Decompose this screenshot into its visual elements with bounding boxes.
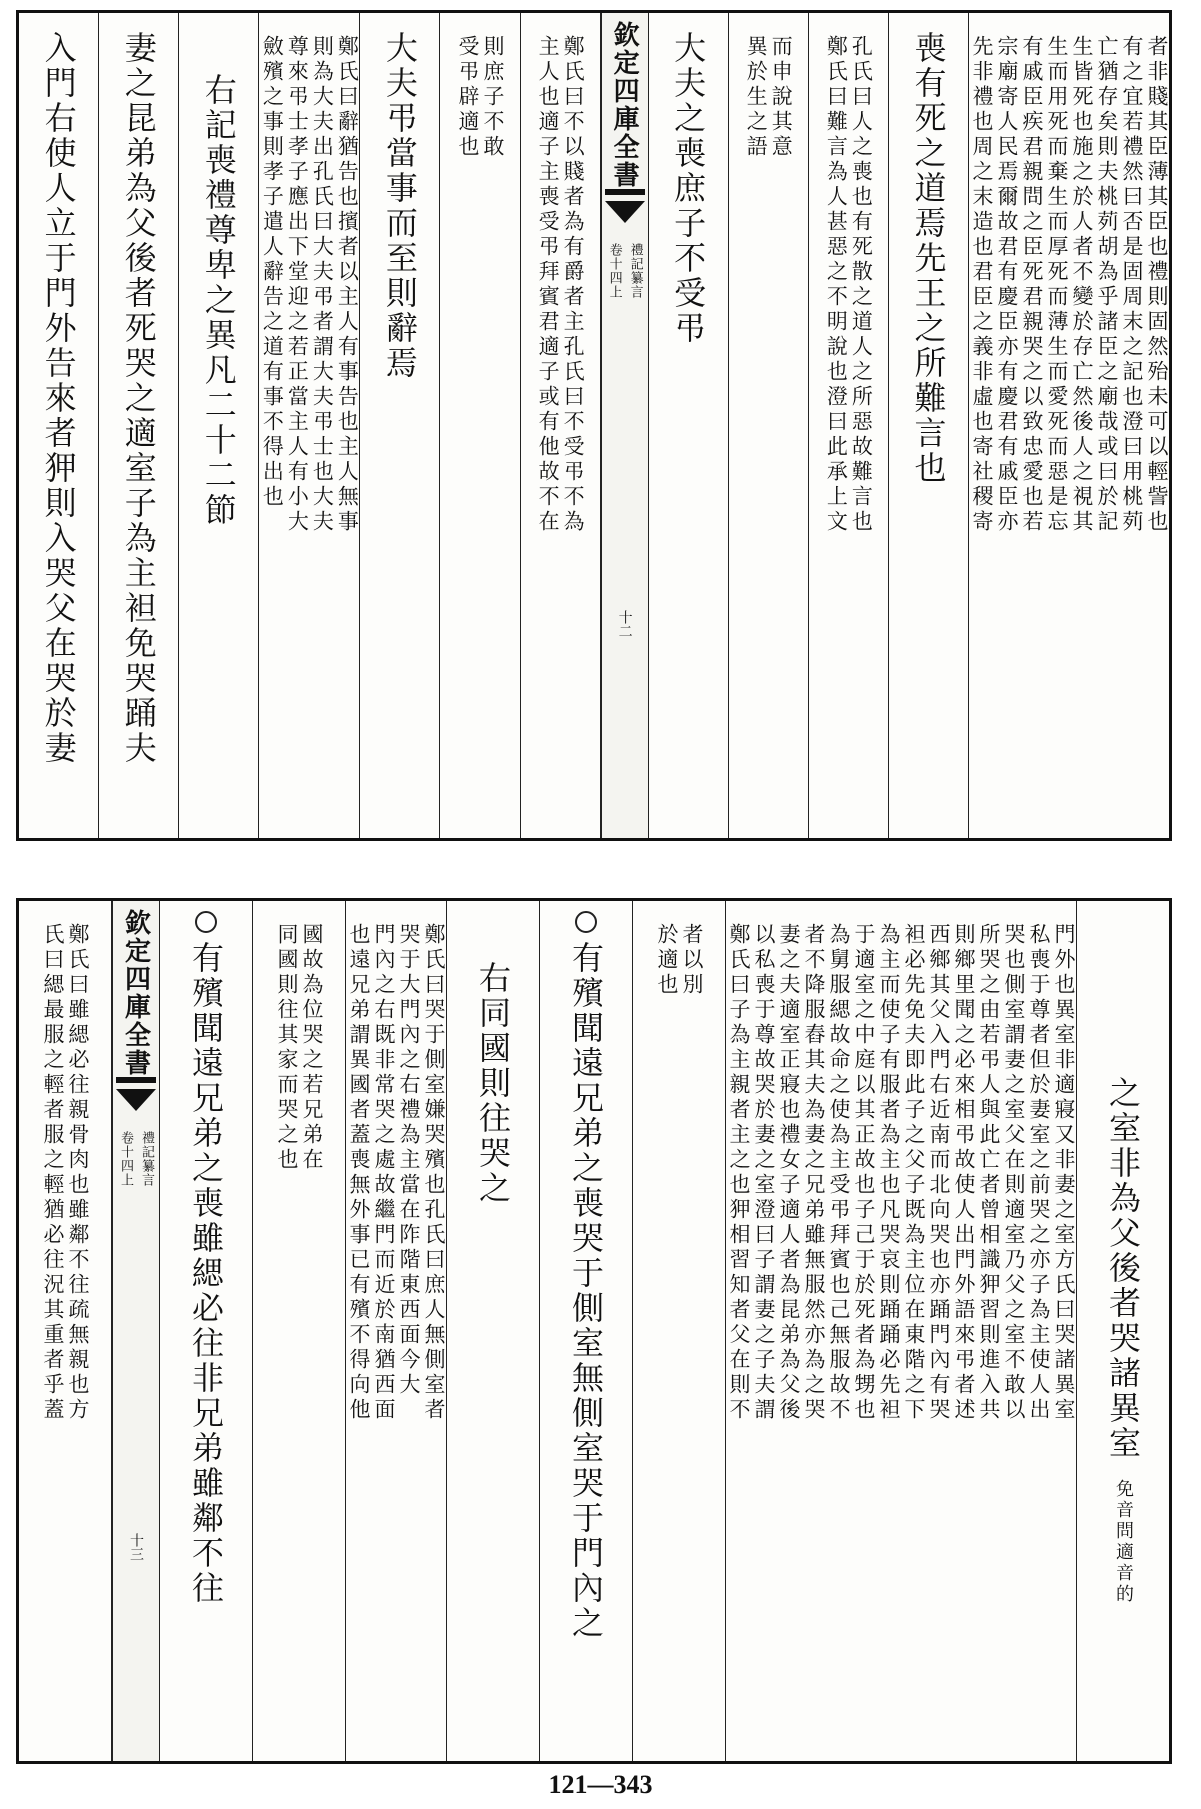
main-text: 有殯聞遠兄弟之喪哭于側室無側室哭于門內之 xyxy=(567,941,605,1641)
section-meta xyxy=(605,243,645,299)
main-text: 入門右使人立于門外告來者狎則入哭父在哭於妻 xyxy=(39,31,78,766)
commentary-line: 鄭氏曰難言為人甚惡之不明說也澄曰此承上文 xyxy=(824,35,849,535)
folio-number: 十三 xyxy=(128,1533,144,1561)
main-text-column xyxy=(160,901,253,1761)
fishtail-ornament-icon xyxy=(116,1089,156,1111)
commentary-line: 主人也適子主喪受弔拜賓君適子或有他故不在 xyxy=(536,35,561,535)
main-text: 之室非為父後者哭諸異室 xyxy=(1104,1075,1142,1461)
main-text: 大夫之喪庶子不受弔 xyxy=(669,31,708,346)
section-meta xyxy=(116,1131,156,1187)
commentary-line: 妻之夫適室正寢也禮女子適人者為昆弟為父後 xyxy=(777,923,801,1423)
commentary-line: 尊來弔士孝子應出下堂迎之若正當主人有小大 xyxy=(285,35,310,535)
commentary-line: 為主而使子有服者為主也凡哭哀則踊踊必先袒 xyxy=(877,923,901,1423)
commentary-line: 異於生之語 xyxy=(744,35,769,160)
commentary-column xyxy=(346,901,447,1761)
main-text: 有殯聞遠兄弟之喪雖緦必往非兄弟雖鄰不往 xyxy=(187,941,225,1606)
main-text-column xyxy=(19,13,99,838)
fishtail-bar xyxy=(605,189,645,195)
commentary-line: 西鄉其父入門右近南而北向哭也亦踊門內有哭 xyxy=(927,923,951,1423)
commentary-line: 鄭氏曰不以賤者為有爵者主孔氏曰不受弔不為 xyxy=(561,35,586,535)
pronunciation-note: 適音的 xyxy=(1113,1541,1134,1605)
upper-page-columns xyxy=(19,13,1169,838)
lower-page-columns xyxy=(19,901,1169,1761)
commentary-line: 則為大夫出孔氏曰大夫弔者謂大夫弔士也大夫 xyxy=(310,35,335,535)
commentary-line: 哭于大門內之右禮為主當在阼階東西面今大 xyxy=(397,923,421,1398)
commentary-line: 為舅服緦故命之使為主受弔拜賓也己無服故不 xyxy=(827,923,851,1423)
commentary-column xyxy=(809,13,889,838)
main-text: 大夫弔當事而至則辭焉 xyxy=(380,31,419,381)
main-text-column xyxy=(99,13,179,838)
volume-label: 卷十四上 xyxy=(118,1131,133,1187)
commentary-line: 則鄉里聞之必來相弔故使人出門外語來弔者述 xyxy=(952,923,976,1423)
commentary-line: 也遠兄弟謂異國者蓋喪無外事已有殯不得向他 xyxy=(347,923,371,1423)
commentary-line: 哭也側室謂妻之室父在則適室乃父之室不敢以 xyxy=(1002,923,1026,1423)
page-number: 121—343 xyxy=(548,1770,653,1799)
main-text-column xyxy=(360,13,440,838)
folio-number: 十二 xyxy=(616,610,633,638)
commentary-line: 斂殯之事則孝子遣人辭告之道有事不得出也 xyxy=(260,35,285,510)
fold-banner-column xyxy=(601,13,649,838)
section-title: 禮記纂言 xyxy=(627,243,643,299)
commentary-line: 而申說其意 xyxy=(769,35,794,160)
commentary-line: 鄭氏曰哭于側室嫌哭殯也孔氏曰庶人無側室者 xyxy=(422,923,446,1423)
commentary-line: 先非禮也周之末造也君臣之義非虛也寄社稷寄 xyxy=(970,35,994,535)
commentary-line: 者以別 xyxy=(680,923,704,998)
commentary-line: 鄭氏曰子為主親者主之也狎相習知者父在則不 xyxy=(727,923,751,1423)
commentary-line: 亡猶存矣則夫桃茢胡為乎諸臣之廟哉或曰於記 xyxy=(1095,35,1119,535)
commentary-line: 同國則往其家而哭之也 xyxy=(275,923,299,1173)
commentary-column xyxy=(253,901,346,1761)
main-text-column xyxy=(540,901,633,1761)
commentary-line: 則庶子不敢 xyxy=(480,35,505,160)
lower-page xyxy=(16,898,1172,1764)
main-text: 右記喪禮尊卑之異凡二十二節 xyxy=(199,73,238,528)
main-text-column xyxy=(889,13,969,838)
paragraph-circle-marker xyxy=(195,911,217,933)
main-text-column xyxy=(447,901,540,1761)
commentary-line: 受弔辟適也 xyxy=(455,35,480,160)
paragraph-circle-marker xyxy=(575,911,597,933)
commentary-line: 者不降服舂其夫為妻之兄弟雖無服然亦為之哭 xyxy=(802,923,826,1423)
commentary-line: 鄭氏曰辭猶告也擯者以主人有事告也主人無事 xyxy=(335,35,360,535)
main-text: 右同國則往哭之 xyxy=(474,961,512,1206)
commentary-line: 于適室之中庭以其正故也子己于於死者為甥也 xyxy=(852,923,876,1423)
commentary-line: 者非賤其臣薄其臣也禮則固然殆未可以輕訾也 xyxy=(1145,35,1169,535)
commentary-line: 宗廟寄人民焉爾故君有慶臣亦有慶君有戚臣亦 xyxy=(995,35,1019,535)
fold-banner-column xyxy=(112,901,160,1761)
commentary-column xyxy=(19,901,112,1761)
commentary-line: 國故為位哭之若兄弟在 xyxy=(300,923,324,1173)
upper-page xyxy=(16,10,1172,841)
commentary-line: 以私喪于尊故哭於妻之室澄曰子謂妻之子夫謂 xyxy=(752,923,776,1423)
commentary-line: 孔氏曰人之喪也有死散之道人之所惡故難言也 xyxy=(849,35,874,535)
volume-label: 卷十四上 xyxy=(606,243,622,299)
commentary-column xyxy=(440,13,520,838)
pronunciation-note: 免音問 xyxy=(1113,1478,1134,1542)
running-title: 欽定四庫全書 xyxy=(609,21,640,189)
section-title: 禮記纂言 xyxy=(139,1131,154,1187)
commentary-column xyxy=(633,901,726,1761)
main-text: 妻之昆弟為父後者死哭之適室子為主袒免哭踊夫 xyxy=(119,31,158,766)
commentary-line: 氏曰緦最服之輕者服之輕猶必往況其重者乎蓋 xyxy=(41,923,65,1423)
commentary-line: 門內之右既非常哭之處故繼門而近於南猶西面 xyxy=(372,923,396,1423)
commentary-line: 生皆死也施之於人者不變於存亡然後人之視其 xyxy=(1070,35,1094,535)
commentary-line: 生而用死而棄生而厚死而薄生而愛死而惡是忘 xyxy=(1045,35,1069,535)
main-text: 喪有死之道焉先王之所難言也 xyxy=(909,31,948,486)
main-text-column xyxy=(1077,901,1169,1761)
commentary-line: 於適也 xyxy=(655,923,679,998)
commentary-column xyxy=(969,13,1169,838)
commentary-line: 有之宜若禮然曰否是固周末之記也澄曰用桃茢 xyxy=(1120,35,1144,535)
fishtail-ornament-icon xyxy=(605,201,645,223)
running-title: 欽定四庫全書 xyxy=(120,909,151,1077)
commentary-column xyxy=(726,901,1077,1761)
fishtail-bar xyxy=(116,1077,156,1083)
main-text-column xyxy=(649,13,729,838)
commentary-column xyxy=(259,13,360,838)
commentary-line: 私喪于尊者但於妻室之前哭之亦子為主使人出 xyxy=(1027,923,1051,1423)
main-text-column xyxy=(179,13,259,838)
commentary-line: 所哭之由若弔人與此亡者曾相識狎習則進入共 xyxy=(977,923,1001,1423)
commentary-line: 鄭氏曰雖緦必往親骨肉也雖鄰不往疏無親也方 xyxy=(66,923,90,1423)
commentary-line: 袒必先免夫即此子之父子既為主位在東階之下 xyxy=(902,923,926,1423)
commentary-line: 有戚臣疾君親問之臣死君親哭之以致忠愛也若 xyxy=(1020,35,1044,535)
commentary-line: 門外也異室非適寢又非妻之室方氏曰哭諸異室 xyxy=(1052,923,1076,1423)
commentary-column xyxy=(521,13,601,838)
commentary-column xyxy=(729,13,809,838)
